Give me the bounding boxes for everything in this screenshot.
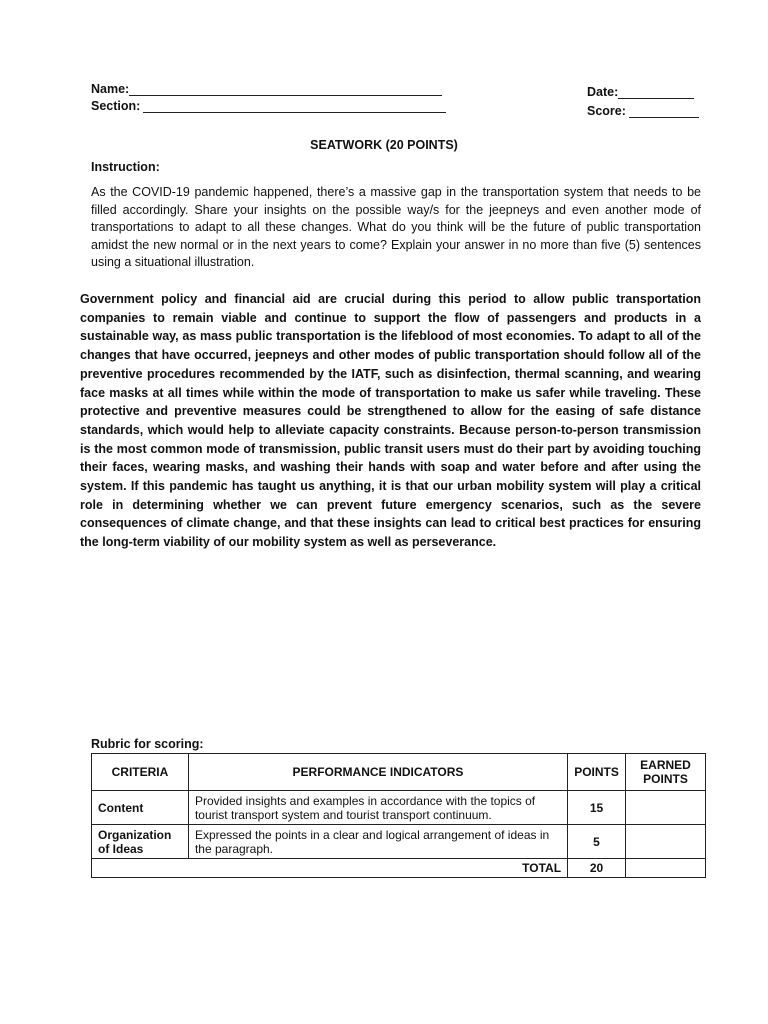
page-title: SEATWORK (20 POINTS): [310, 138, 458, 152]
criteria-cell: Content: [92, 791, 189, 825]
section-label: Section:: [91, 99, 141, 113]
points-cell: 15: [568, 791, 626, 825]
earned-header: EARNED POINTS: [626, 754, 706, 791]
section-input-line[interactable]: [143, 98, 446, 113]
rubric-label: Rubric for scoring:: [91, 737, 204, 751]
score-input-line[interactable]: [629, 103, 699, 118]
indicator-cell: Expressed the points in a clear and logical arrangement of ideas in the paragraph.: [188, 825, 567, 859]
date-label: Date:: [587, 85, 619, 99]
indicators-header: PERFORMANCE INDICATORS: [188, 754, 567, 791]
rubric-header-row: [92, 754, 706, 791]
name-field: [91, 81, 442, 96]
score-label: Score:: [587, 104, 626, 118]
total-earned-cell[interactable]: [626, 859, 706, 878]
earned-cell[interactable]: [626, 825, 706, 859]
score-field: [587, 103, 699, 118]
answer-paragraph: Government policy and financial aid are crucial during this period to allow public transportation companies to remain viable and continue to support the flow of passengers and products in a sustainable way, as mass public transportation is the lifeblood of most economies. To adapt to all of the changes that have occurred, jeepneys and other modes of public transportation should follow all of the preventive procedures recommended by the IATF, such as disinfection, thermal scanning, and wearing face masks at all times while within the mode of transportation to make us safer while traveling. These protective and preventive measures could be strengthened to allow for the easing of safe distance standards, which would help to alleviate capacity constraints. Because person-to-person transmission is the most common mode of transmission, public transit users must do their part by avoiding touching their faces, wearing masks, and washing their hands with soap and water before and after using the system. If this pandemic has taught us anything, it is that our urban mobility system will play a critical role in determining whether we can prevent future emergency scenarios, such as the severe consequences of climate change, and that these insights can lead to critical best practices for ensuring the long-term viability of our mobility system as well as perseverance.: [80, 292, 701, 550]
table-row: [92, 825, 706, 859]
instruction-text: As the COVID-19 pandemic happened, there’s a massive gap in the transportation system that needs to be filled accordingly. Share your insights on the possible way/s for the jeepneys and even another mode of transportations to adapt to all these changes. What do you think will be the future of public transportation amidst the new normal or in the next years to come? Explain your answer in no more than five (5) sentences using a situational illustration.: [91, 185, 701, 270]
total-points: 20: [568, 859, 626, 878]
total-label: TOTAL: [92, 859, 568, 878]
date-field: [587, 84, 694, 99]
name-input-line[interactable]: [129, 81, 442, 96]
criteria-header: CRITERIA: [92, 754, 189, 791]
points-cell: 5: [568, 825, 626, 859]
indicator-cell: Provided insights and examples in accordance with the topics of tourist transport system and tourist transport continuum.: [188, 791, 567, 825]
instruction-label: Instruction:: [91, 160, 160, 174]
date-input-line[interactable]: [618, 84, 694, 99]
total-row: [92, 859, 706, 878]
earned-cell[interactable]: [626, 791, 706, 825]
points-header: POINTS: [568, 754, 626, 791]
name-label: Name:: [91, 82, 130, 96]
rubric-table: [91, 753, 706, 878]
section-field: [91, 98, 446, 113]
table-row: [92, 791, 706, 825]
criteria-cell: Organization of Ideas: [92, 825, 189, 859]
